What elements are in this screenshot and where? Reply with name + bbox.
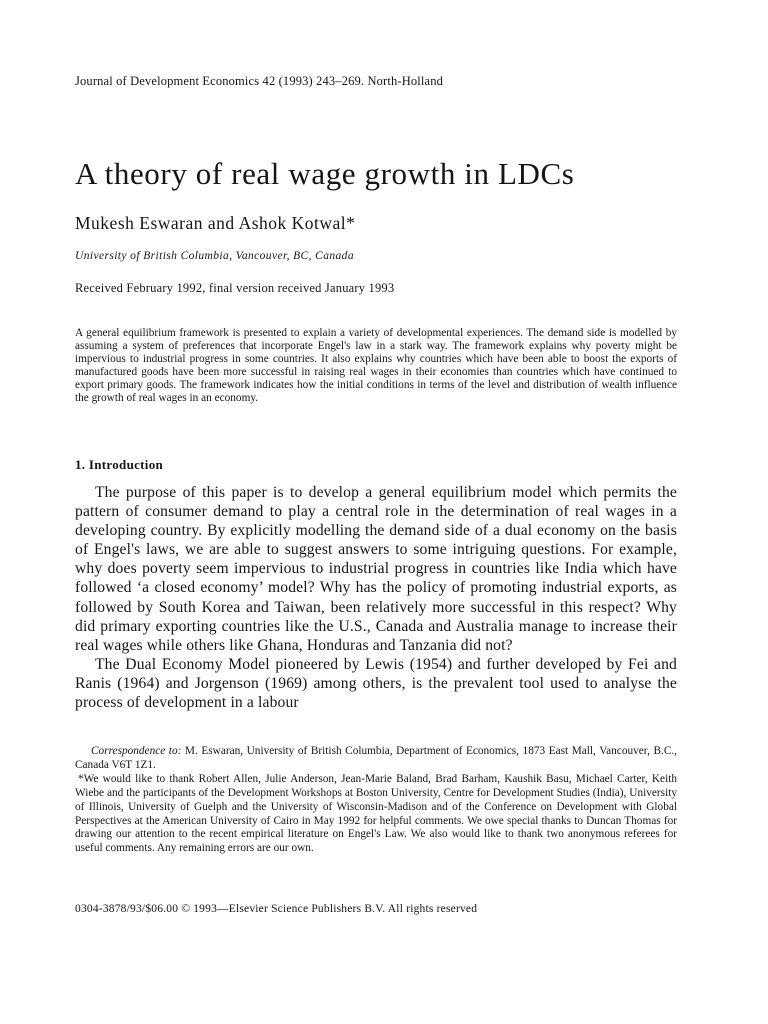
footnotes <box>75 745 677 856</box>
received-dates: Received February 1992, final version received January 1993 <box>75 281 395 295</box>
correspondence-label: Correspondence to: <box>91 745 182 757</box>
article-title: A theory of real wage growth in LDCs <box>75 156 575 191</box>
journal-citation: Journal of Development Economics 42 (1993) 243–269. North-Holland <box>75 74 444 88</box>
correspondence-text: M. Eswaran, University of British Columbia, Department of Economics, 1873 East Mall, Vancouver, B.C., Canada V6T 1Z1. <box>75 745 678 771</box>
article-authors: Mukesh Eswaran and Ashok Kotwal* <box>75 213 356 233</box>
abstract: A general equilibrium framework is presented to explain a variety of developmental experiences. The demand side is modelled by assuming a system of preferences that incorporate Engel's law in a stark way. The framework explains why poverty might be impervious to industrial progress in some countries. It also explains why countries which have been able to boost the exports of manufactured goods have been more successful in raising real wages in their economies than countries which have continued to export primary goods. The framework indicates how the initial conditions in terms of the level and distribution of wealth influence the growth of real wages in an economy. <box>75 327 677 404</box>
author-affiliation: University of British Columbia, Vancouver, BC, Canada <box>75 250 354 262</box>
correspondence-footnote <box>75 745 677 773</box>
copyright-line: 0304-3878/93/$06.00 © 1993—Elsevier Science Publishers B.V. All rights reserved <box>75 903 478 915</box>
acknowledgement-footnote: *We would like to thank Robert Allen, Julie Anderson, Jean-Marie Baland, Brad Barham, Kaushik Basu, Michael Carter, Keith Wiebe and the participants of the Development Workshops at Boston University, Centre for Development Studies (India), University of Illinois, University of Guelph and the University of Wisconsin-Madison and of the Conference on Development with Global Perspectives at the American University of Cairo in May 1992 for helpful comments. We owe special thanks to Duncan Thomas for drawing our attention to the recent empirical literature on Engel's Law. We also would like to thank two anonymous referees for useful comments. Any remaining errors are our own. <box>75 772 677 855</box>
body-paragraph: The purpose of this paper is to develop a general equilibrium model which permits the pattern of consumer demand to play a central role in the determination of real wages in a developing country. By explicitly modelling the demand side of a dual economy on the basis of Engel's laws, we are able to suggest answers to some intriguing questions. For example, why does poverty seem impervious to industrial progress in countries like India which have followed ‘a closed economy’ model? Why has the policy of promoting industrial exports, as followed by South Korea and Taiwan, been relatively more successful in this respect? Why did primary exporting countries like the U.S., Canada and Australia manage to increase their real wages while others like Ghana, Honduras and Tanzania did not? <box>75 484 677 654</box>
introduction-body <box>75 483 677 712</box>
section-heading: 1. Introduction <box>75 457 164 472</box>
body-paragraph: The Dual Economy Model pioneered by Lewis (1954) and further developed by Fei and Ranis (1964) and Jorgenson (1969) among others, is the prevalent tool used to analyse the process of development in a labour <box>75 655 677 712</box>
